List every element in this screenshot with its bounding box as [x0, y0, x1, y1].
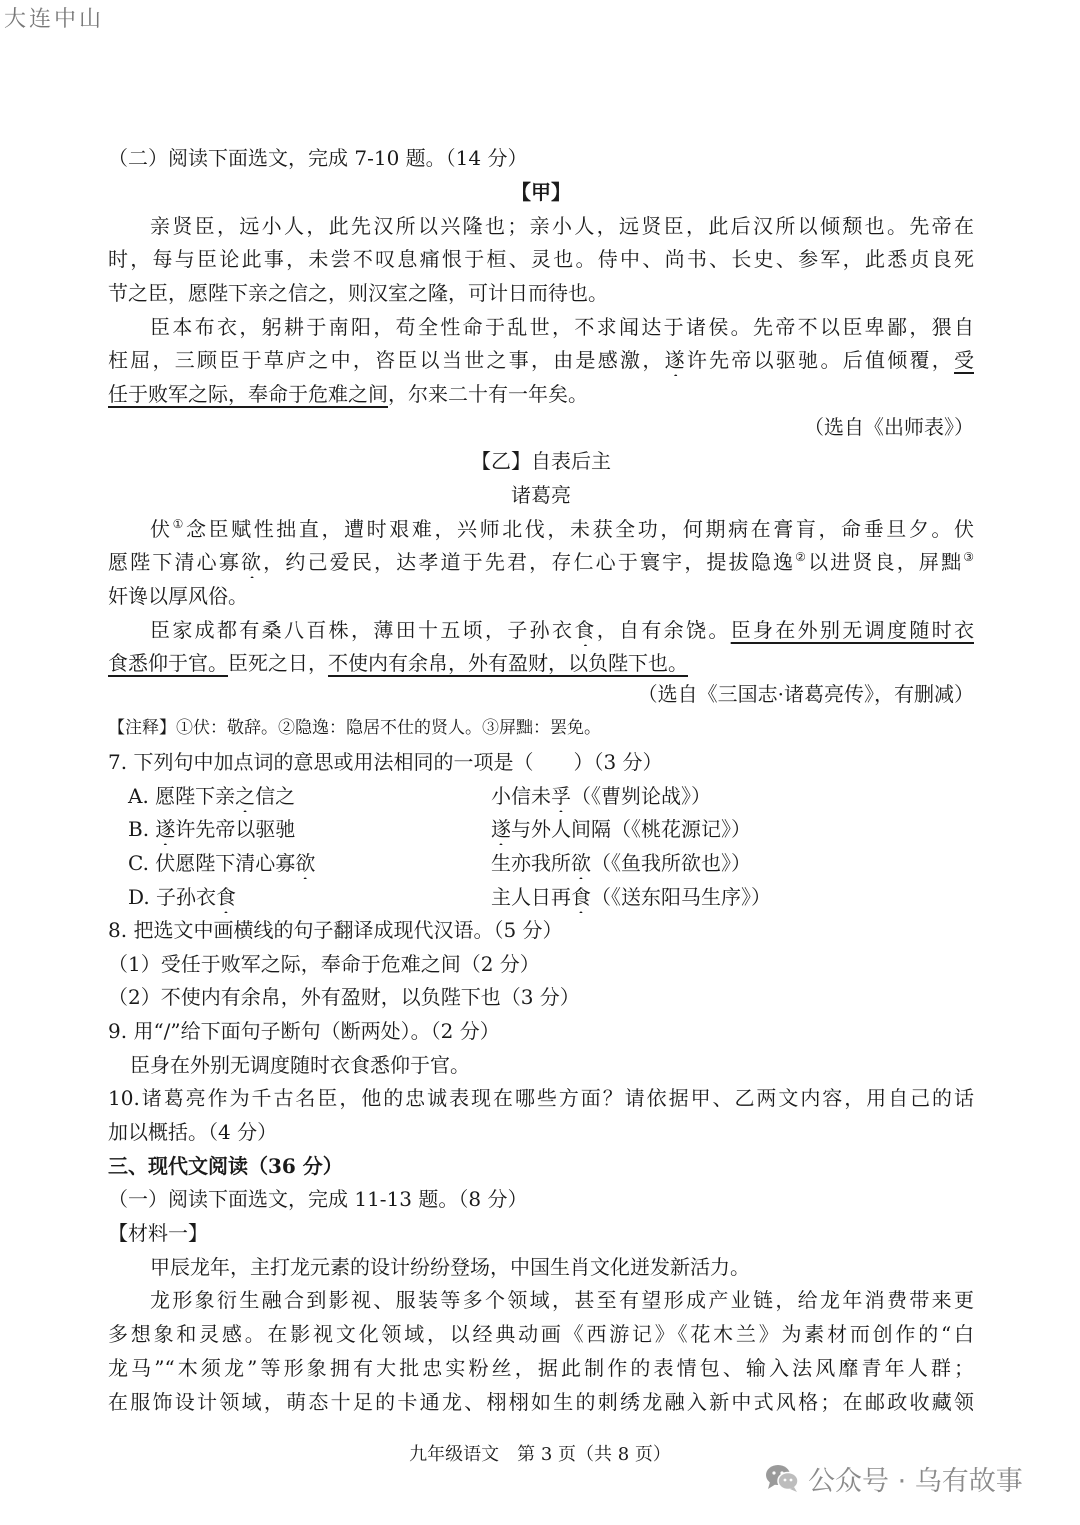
public-account-name: 公众号 · 乌有故事 — [808, 1465, 1023, 1497]
dotted-word: 孚 — [551, 784, 571, 808]
jia-p1-line-2: 时，每与臣论此事，未尝不叹息痛恨于桓、灵也。侍中、尚书、长史、参军，此悉贞良死 — [108, 247, 974, 271]
wechat-bubble-icon — [764, 1462, 800, 1494]
section-2-heading: （二）阅读下面选文，完成 7-10 题。（14 分） — [108, 146, 528, 170]
annotation: 【注释】①伏：敬辞。②隐逸：隐居不仕的贤人。③屏黜：罢免。 — [108, 718, 601, 738]
jia-p2-line-1: 臣本布衣，躬耕于南阳，苟全性命于乱世，不求闻达于诸侯。先帝不以臣卑鄙，猥自 — [150, 315, 974, 339]
yi-p1-line-1: 伏①念臣赋性拙直，遭时艰难，兴师北伐，未获全功，何期病在膏肓，命垂旦夕。伏 — [150, 517, 974, 541]
yi-p1-line-3: 奸谗以厚风俗。 — [108, 584, 248, 608]
jia-p1-line-3: 节之臣，愿陛下亲之信之，则汉室之隆，可计日而待也。 — [108, 281, 608, 305]
underlined-sentence: 受 — [954, 348, 974, 372]
dotted-word: 食 — [571, 885, 591, 909]
question-8-sentence-1: （1）受任于败军之际，奉命于危难之间（2 分） — [108, 952, 540, 976]
underlined-sentence: 臣身在外别无调度随时衣 — [730, 618, 974, 642]
footnote-marker: ③ — [963, 550, 974, 564]
section-3-sub-heading: （一）阅读下面选文，完成 11-13 题。（8 分） — [108, 1187, 528, 1211]
q7-option-d: D. 子孙衣食 主人日再食（《送东阳马生序》） — [128, 885, 771, 909]
passage-yi-author: 诸葛亮 — [511, 483, 571, 507]
jia-p1-line-1: 亲贤臣，远小人，此先汉所以兴隆也；亲小人，远贤臣，此后汉所以倾颓也。先帝在 — [150, 214, 974, 238]
material-p2-line-3: 龙马”“木须龙”等形象拥有大批忠实粉丝，据此制作的表情包、输入法风靡青年人群； — [108, 1356, 974, 1380]
question-8-stem: 8. 把选文中画横线的句子翻译成现代汉语。（5 分） — [108, 918, 563, 942]
question-9-sentence: 臣身在外别无调度随时衣食悉仰于官。 — [130, 1053, 470, 1077]
question-8-sentence-2: （2）不使内有余帛，外有盈财，以负陛下也（3 分） — [108, 985, 580, 1009]
material-p2-line-1: 龙形象衍生融合到影视、服装等多个领域，甚至有望形成产业链，给龙年消费带来更 — [150, 1288, 974, 1312]
q7-option-c: C. 伏愿陛下清心寡欲 生亦我所欲（《鱼我所欲也》） — [128, 851, 751, 875]
watermark-top-left: 大连中山 — [4, 7, 105, 32]
dotted-word: 遂 — [155, 817, 176, 841]
yi-p2-line-2: 食悉仰于官。臣死之日，不使内有余帛，外有盈财，以负陛下也。 — [108, 651, 688, 675]
dotted-word: 遂 — [664, 348, 687, 372]
dotted-word: 遂 — [491, 817, 511, 841]
dotted-word: 欲 — [295, 851, 316, 875]
q7-option-b: B. 遂许先帝以驱驰 遂与外人间隔（《桃花源记》） — [128, 817, 751, 841]
yi-p2-line-1: 臣家成都有桑八百株，薄田十五顷，子孙衣食，自有余饶。臣身在外别无调度随时衣 — [150, 618, 974, 642]
dotted-word: 欲 — [241, 550, 264, 574]
underlined-sentence: 食悉仰于官。 — [108, 651, 228, 675]
public-account-watermark — [764, 1458, 1023, 1498]
jia-p2-line-3: 任于败军之际，奉命于危难之间，尔来二十有一年矣。 — [108, 382, 588, 406]
dotted-word: 食 — [216, 885, 237, 909]
footnote-marker: ② — [795, 550, 809, 564]
dotted-word: 食 — [574, 618, 597, 642]
passage-yi-title: 【乙】自表后主 — [471, 449, 611, 473]
underlined-sentence: 不使内有余帛，外有盈财，以负陛下也。 — [328, 651, 688, 675]
dotted-word: 欲 — [571, 851, 591, 875]
question-9-stem: 9. 用“/”给下面句子断句（断两处）。（2 分） — [108, 1019, 500, 1043]
question-10-line-2: 加以概括。（4 分） — [108, 1120, 278, 1144]
footnote-marker: ① — [172, 517, 186, 531]
material-p2-line-2: 多想象和灵感。在影视文化领域，以经典动画《西游记》《花木兰》为素材而创作的“白 — [108, 1322, 974, 1346]
material-p1: 甲辰龙年，主打龙元素的设计纷纷登场，中国生肖文化迸发新活力。 — [150, 1255, 750, 1279]
question-7-stem: 7. 下列句中加点词的意思或用法相同的一项是（ ）（3 分） — [108, 750, 663, 774]
section-3-heading: 三、现代文阅读（36 分） — [108, 1154, 343, 1178]
jia-p2-line-2: 枉屈，三顾臣于草庐之中，咨臣以当世之事，由是感激，遂许先帝以驱驰。后值倾覆，受 — [108, 348, 974, 372]
yi-p1-line-2: 愿陛下清心寡欲，约己爱民，达孝道于先君，存仁心于寰宇，提拔隐逸②以进贤良，屏黜③ — [108, 550, 974, 574]
underlined-sentence: 任于败军之际，奉命于危难之间 — [108, 382, 388, 406]
passage-jia-title: 【甲】 — [511, 180, 571, 204]
dotted-word: 之 — [235, 784, 256, 808]
question-10-line-1: 10.诸葛亮作为千古名臣，他的忠诚表现在哪些方面？请依据甲、乙两文内容，用自己的话 — [108, 1086, 974, 1110]
q7-option-a: A. 愿陛下亲之信之 小信未孚（《曹刿论战》） — [128, 784, 711, 808]
yi-source: （选自《三国志·诸葛亮传》，有删减） — [637, 682, 974, 706]
material-1-label: 【材料一】 — [108, 1221, 208, 1245]
page-footer: 九年级语文 第 3 页（共 8 页） — [409, 1444, 671, 1465]
jia-source: （选自《出师表》） — [804, 415, 974, 439]
material-p2-line-4: 在服饰设计领域，萌态十足的卡通龙、栩栩如生的刺绣龙融入新中式风格；在邮政收藏领 — [108, 1390, 974, 1414]
